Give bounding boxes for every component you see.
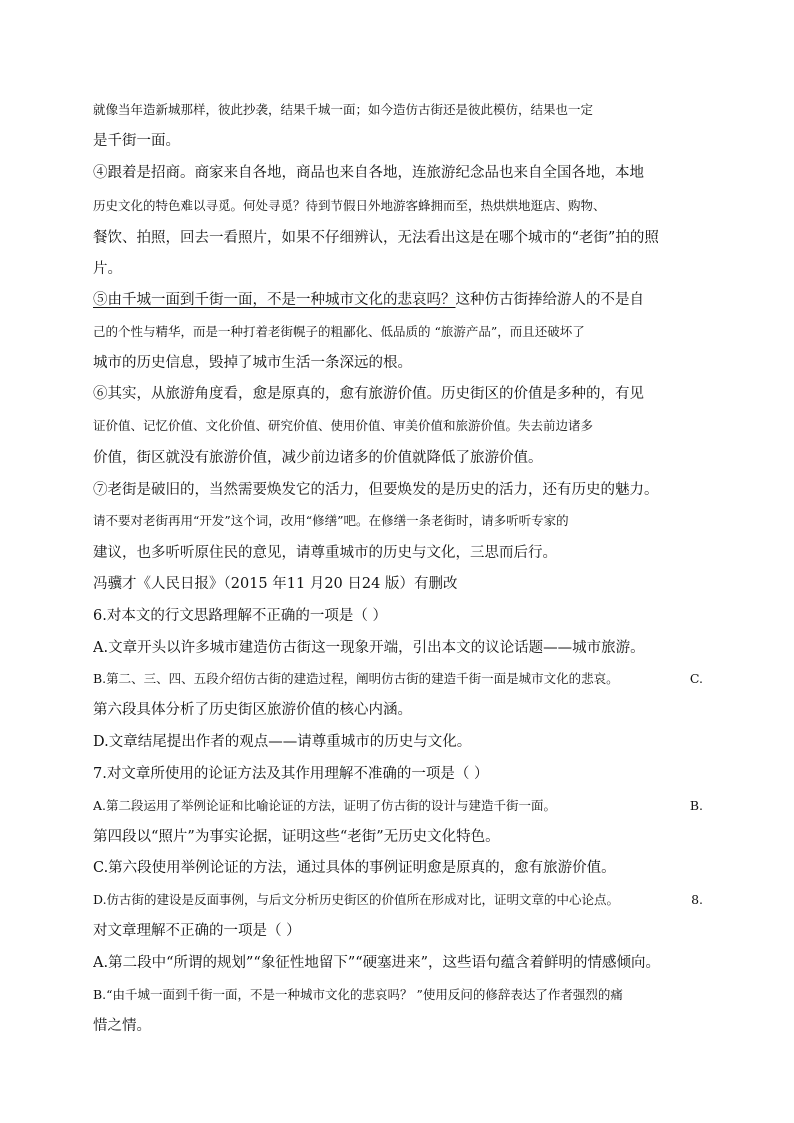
paragraph-4-start: ④跟着是招商。商家来自各地，商品也来自各地，连旅游纪念品也来自全国各地，本地 <box>93 165 644 181</box>
text-line: 城市的历史信息，毁掉了城市生活一条深远的根。 <box>93 355 412 371</box>
text-segment: D.仿古街的建设是反面事例，与后文分析历史街区的价值所在形成对比，证明文章的中心论点。 <box>93 892 620 907</box>
text-segment: 这种仿古街捧给游人的不是自 <box>455 292 644 308</box>
question-8-option-b: B.“由千城一面到千街一面，不是一种城市文化的悲哀吗？ ”使用反问的修辞表达了作者强烈的痛 <box>93 987 623 1002</box>
text-line: 就像当年造新城那样，彼此抄袭，结果千城一面；如今造仿古街还是彼此模仿，结果也一定 <box>93 102 594 117</box>
option-marker: B. <box>689 798 703 813</box>
question-7-option-b: 第四段以“照片”为事实论据，证明这些“老街”无历史文化特色。 <box>93 829 500 845</box>
question-6-option-d: D.文章结尾提出作者的观点——请尊重城市的历史与文化。 <box>93 734 472 750</box>
question-8-option-a: A.第二段中“所谓的规划”“象征性地留下”“硬塞进来”，这些语句蕴含着鲜明的情感倾向。 <box>93 955 661 971</box>
text-segment: A.第二段运用了举例论证和比喻论证的方法，证明了仿古街的设计与建造千街一面。 <box>93 798 557 813</box>
paragraph-7-start: ⑦老街是破旧的，当然需要焕发它的活力，但要焕发的是历史的活力，还有历史的魅力。 <box>93 482 659 498</box>
question-6-option-a: A.文章开头以许多城市建造仿古街这一现象开端，引出本文的议论话题——城市旅游。 <box>93 640 645 656</box>
text-line: 惜之情。 <box>93 1018 151 1034</box>
question-8: 对文章理解不正确的一项是（ ） <box>93 923 301 939</box>
option-marker: C. <box>689 671 703 686</box>
question-7-option-a <box>93 796 703 816</box>
question-7-option-d <box>93 890 703 910</box>
text-line: 价值，街区就没有旅游价值，减少前边诸多的价值就降低了旅游价值。 <box>93 450 543 466</box>
text-line: 建议，也多听听原住民的意见，请尊重城市的历史与文化，三思而后行。 <box>93 545 557 561</box>
source-citation: 冯骥才《人民日报》（2015 年11 月20 日24 版）有删改 <box>93 576 458 592</box>
question-6-option-b <box>93 669 703 689</box>
question-7: 7.对文章所使用的论证方法及其作用理解不准确的一项是（ ） <box>93 766 489 782</box>
text-line: 餐饮、拍照，回去一看照片，如果不仔细辨认，无法看出这是在哪个城市的“老街”拍的照 <box>93 230 659 246</box>
underlined-rhetorical-question: ⑤由千城一面到千街一面，不是一种城市文化的悲哀吗？ <box>93 292 456 308</box>
question-7-option-c: C.第六段使用举例论证的方法，通过具体的事例证明愈是原真的，愈有旅游价值。 <box>93 860 616 876</box>
text-line: 证价值、记忆价值、文化价值、研究价值、使用价值、审美价值和旅游价值。失去前边诸多 <box>93 418 594 433</box>
text-line: 己的个性与精华，而是一种打着老街幌子的粗鄙化、低品质的 “旅游产品”，而且还破坏了 <box>93 324 585 339</box>
question-6: 6.对本文的行文思路理解不正确的一项是（ ） <box>93 608 387 624</box>
paragraph-6-start: ⑥其实，从旅游角度看，愈是原真的，愈有旅游价值。历史街区的价值是多种的，有见 <box>93 386 644 402</box>
text-line: 请不要对老街再用“开发”这个词，改用“修缮”吧。在修缮一条老街时，请多听听专家的 <box>93 513 569 528</box>
question-number: 8. <box>691 892 703 907</box>
text-segment: B.第二、三、四、五段介绍仿古街的建造过程，阐明仿古街的建造千街一面是城市文化的悲哀。 <box>93 671 619 686</box>
text-line: 历史文化的特色难以寻觅。何处寻觅？待到节假日外地游客蜂拥而至，热烘烘地逛店、购物、 <box>93 198 606 213</box>
text-line: 是千街一面。 <box>93 133 180 149</box>
text-line: 片。 <box>93 261 122 277</box>
paragraph-5-start <box>93 290 703 310</box>
question-6-option-c: 第六段具体分析了历史街区旅游价值的核心内涵。 <box>93 702 412 718</box>
